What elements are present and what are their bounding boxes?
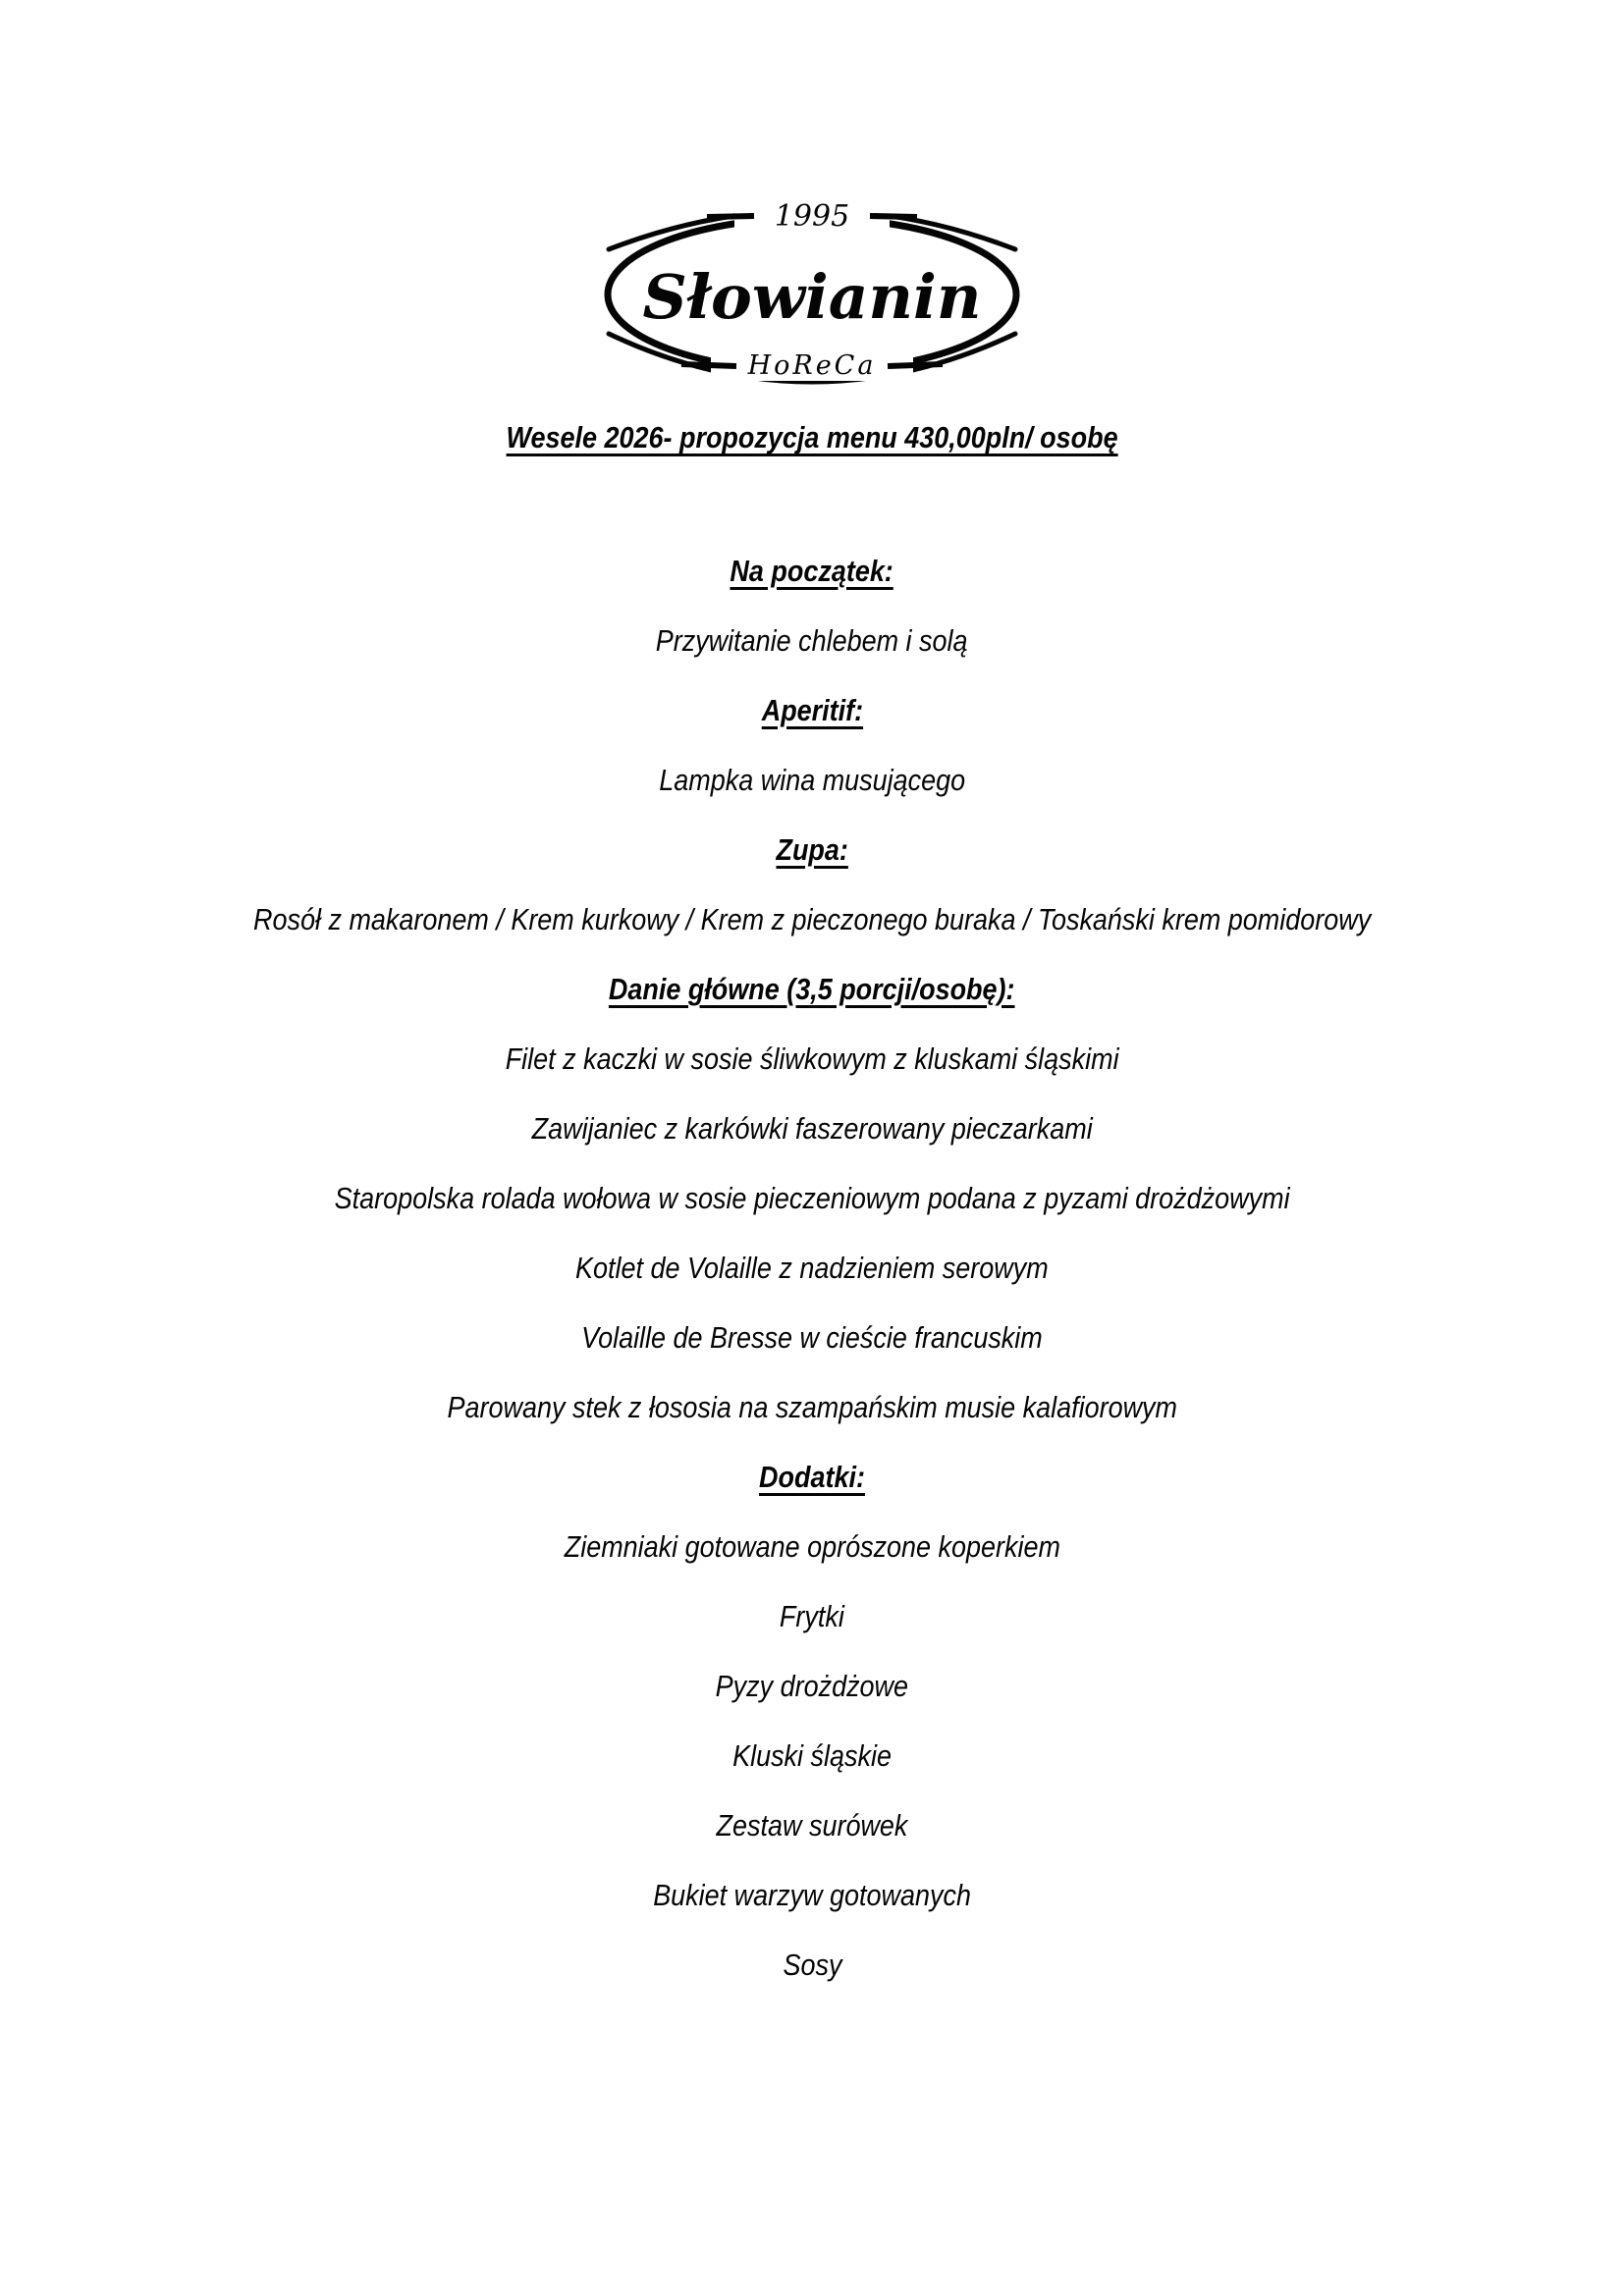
menu-item [0,1094,1624,1163]
logo-name: Słowianin [642,261,982,333]
logo-dash [681,364,736,366]
menu-item [0,1790,1624,1860]
menu-item-text: Lampka wina musującego [659,762,965,797]
menu-item-text: Filet z kaczki w sosie śliwkowym z kluskami śląskimi [505,1041,1119,1076]
menu-item [0,884,1624,954]
menu-item-text: Parowany stek z łososia na szampańskim musie kalafiorowym [447,1389,1177,1424]
menu-item [0,1024,1624,1094]
menu-item-text: Przywitanie chlebem i solą [656,622,968,658]
menu-content [0,536,1624,2000]
menu-item [0,606,1624,675]
menu-item [0,1512,1624,1581]
menu-item-text: Zestaw surówek [716,1807,908,1842]
menu-item-text: Rosół z makaronem / Krem kurkowy / Krem z pieczonego buraka / Toskański krem pomidorowy [252,901,1372,936]
section-heading-text: Danie główne (3,5 porcji/osobę): [609,971,1015,1006]
menu-item-text: Kluski śląskie [732,1737,892,1773]
menu-item-text: Frytki [780,1598,844,1633]
section-heading-text: Dodatki: [759,1459,865,1494]
menu-item [0,1930,1624,2000]
section-heading-text: Zupa: [776,831,848,867]
menu-item [0,1651,1624,1721]
menu-item [0,1581,1624,1651]
menu-item [0,1303,1624,1372]
logo-dash [888,364,943,366]
menu-item-text: Ziemniaki gotowane oprószone koperkiem [564,1528,1060,1564]
section-heading-dodatki [0,1442,1624,1512]
menu-item [0,1372,1624,1442]
menu-item-text: Volaille de Bresse w cieście francuskim [581,1319,1043,1355]
menu-item-text: Bukiet warzyw gotowanych [653,1877,971,1912]
logo-subtitle: HoReCa [747,350,877,381]
section-heading-na-poczatek [0,536,1624,606]
restaurant-logo-icon [591,187,1033,395]
menu-item-text: Kotlet de Volaille z nadzieniem serowym [575,1250,1049,1285]
section-heading-danie-glowne [0,954,1624,1024]
logo-dash [870,216,917,217]
menu-item [0,1233,1624,1303]
document-title [0,416,1624,459]
menu-item-text: Pyzy drożdżowe [715,1668,909,1703]
section-heading-text: Aperitif: [761,692,863,727]
logo-dash [707,216,754,217]
menu-item [0,1860,1624,1930]
section-heading-zupa [0,815,1624,884]
menu-item-text: Staropolska rolada wołowa w sosie pieczeniowym podana z pyzami drożdżowymi [334,1180,1290,1215]
menu-item [0,1163,1624,1233]
menu-item [0,1721,1624,1790]
menu-item [0,745,1624,815]
menu-item-text: Zawijaniec z karkówki faszerowany pieczarkami [531,1110,1093,1146]
section-heading-text: Na początek: [730,553,894,588]
menu-item-text: Sosy [783,1947,841,1982]
section-heading-aperitif [0,675,1624,745]
document-title-text: Wesele 2026- propozycja menu 430,00pln/ osobę [506,420,1118,454]
restaurant-logo [0,187,1624,395]
logo-year: 1995 [774,199,850,234]
